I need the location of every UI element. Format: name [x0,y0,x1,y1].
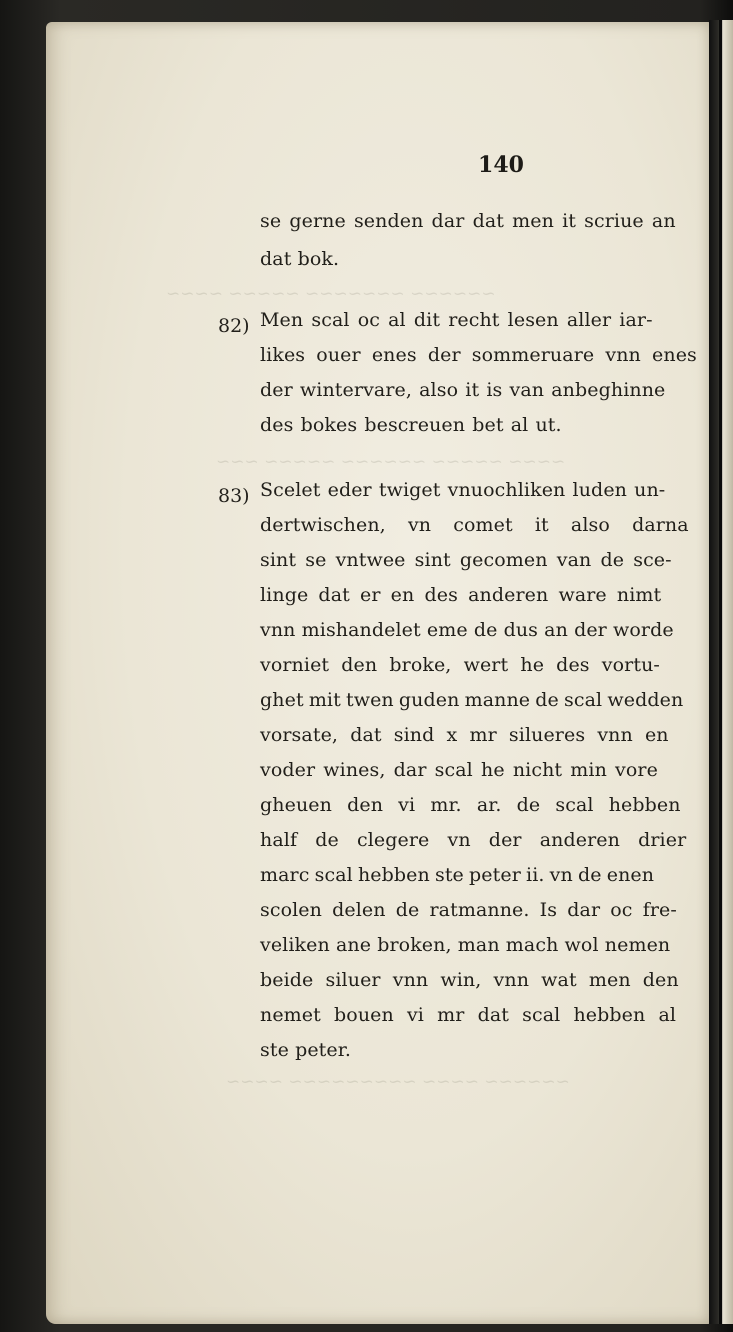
body-text [46,22,710,1324]
text-line: vorsate, dat sind x mr silueres vnn en [260,724,669,746]
book-page [46,22,710,1324]
text-line: Scelet eder twiget vnuochliken luden un- [260,479,666,501]
show-through-mark: ~~~~ ~~~~~ ~~~~~~ ~~~~~ ~~~ [216,452,566,472]
text-line: Men scal oc al dit recht lesen aller iar- [260,309,653,331]
page-number: 140 [478,152,524,178]
paragraph-number-82: 82) [218,315,250,337]
facing-page-edge [709,20,733,1324]
text-line: half de clegere vn der anderen drier [260,829,687,851]
show-through-mark: ~~~~~~ ~~~~~~~ ~~~~~ ~~~~ [166,284,496,304]
show-through-mark: ~~~~~~ ~~~~ ~~~~~~~~~ ~~~~ [226,1072,570,1092]
text-line: der wintervare, also it is van anbeghinne [260,379,666,401]
text-line: nemet bouen vi mr dat scal hebben al [260,1004,677,1026]
text-line: vnn mishandelet eme de dus an der worde [260,619,674,641]
text-line: sint se vntwee sint gecomen van de sce- [260,549,672,571]
paragraph-number-83: 83) [218,485,250,507]
text-line: dat bok. [260,248,340,270]
text-line: ghet mit twen guden manne de scal wedden [260,689,684,711]
text-line: dertwischen, vn comet it also darna [260,514,689,536]
text-line: scolen delen de ratmanne. Is dar oc fre- [260,899,677,921]
text-line: vorniet den broke, wert he des vortu- [260,654,660,676]
text-line: veliken ane broken, man mach wol nemen [260,934,671,956]
text-line: marc scal hebben ste peter ii. vn de enen [260,864,655,886]
text-line: gheuen den vi mr. ar. de scal hebben [260,794,681,816]
text-line: likes ouer enes der sommeruare vnn enes [260,344,697,366]
text-line: ste peter. [260,1039,351,1061]
text-line: se gerne senden dar dat men it scriue an [260,210,676,232]
text-line: linge dat er en des anderen ware nimt [260,584,662,606]
text-line: voder wines, dar scal he nicht min vore [260,759,658,781]
text-line: beide siluer vnn win, vnn wat men den [260,969,679,991]
text-line: des bokes bescreuen bet al ut. [260,414,562,436]
